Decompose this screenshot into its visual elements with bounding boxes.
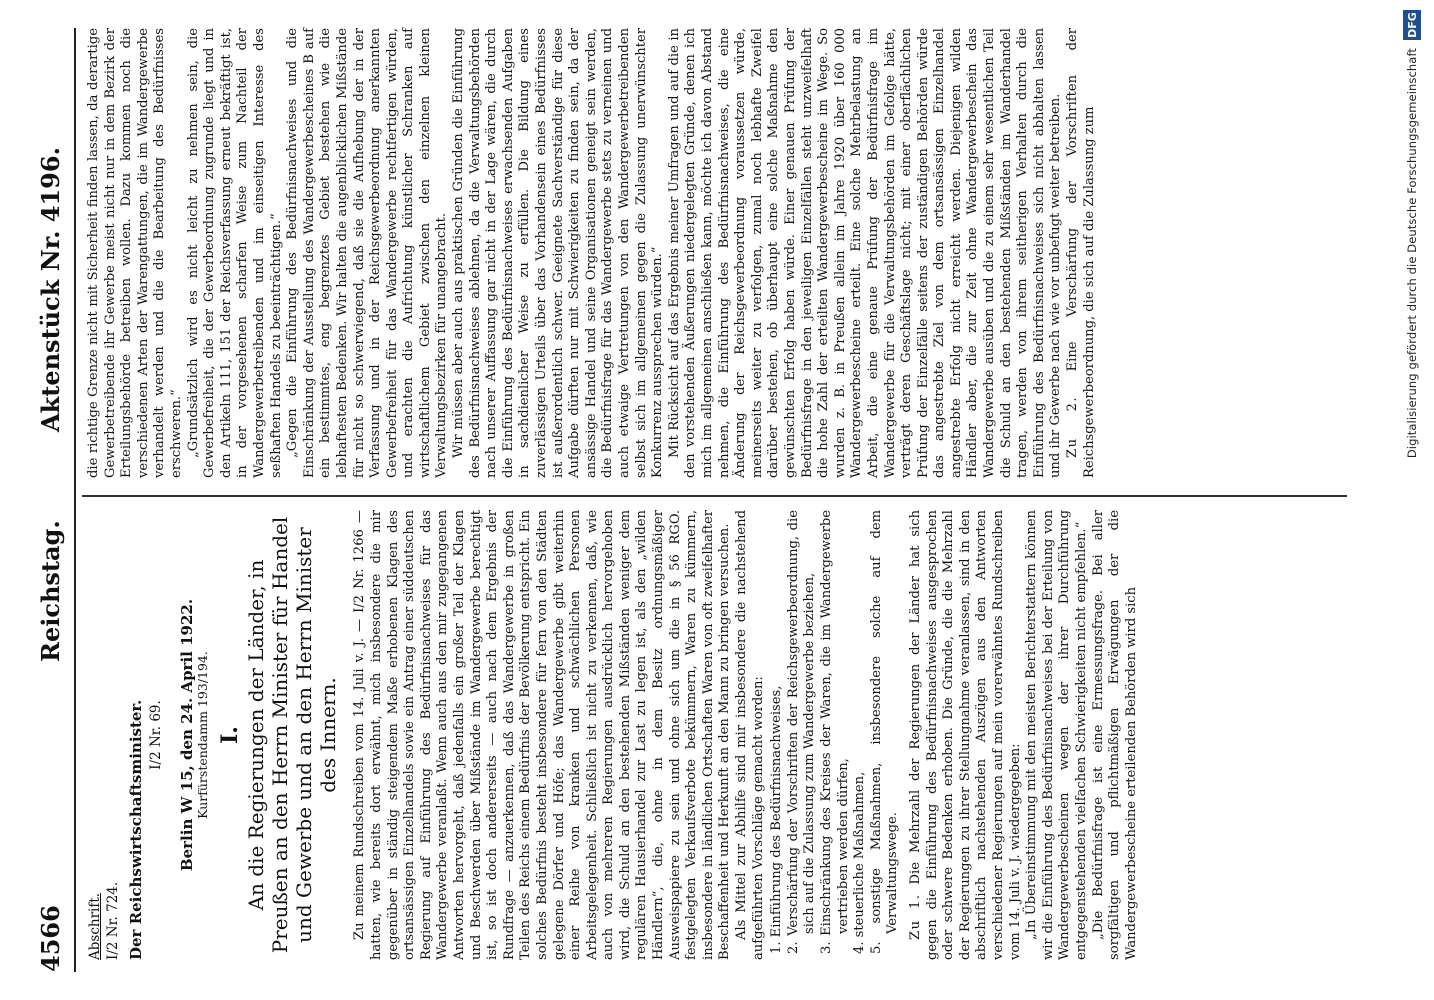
paragraph bbox=[908, 510, 1024, 960]
paragraph: „Grundsätzlich wird es nicht leicht zu nehmen sein, die Gewerbefreiheit, die der Gewerbeordnung zugrunde liegt und in den Artikeln 111, 151 der Reichsverfassung erneut bekräftigt ist, in der vorgesehenen scharfen Weise zum Nachteil der Wandergewerbetreibenden und im einseitigen Interesse des seßhaften Handels zu beeinträchtigen.“ bbox=[185, 28, 284, 478]
list-item: 4. steuerliche Maßnahmen, bbox=[852, 771, 868, 954]
credit-rotated bbox=[1390, 0, 1434, 1000]
reference-number: I/2 Nr. 724. bbox=[105, 881, 121, 960]
section-lead: Zu 2. bbox=[1065, 395, 1081, 458]
place-date: Berlin W 15, den 24. April 1922. bbox=[177, 598, 196, 872]
proposal-list bbox=[769, 510, 902, 960]
left-column bbox=[86, 510, 1140, 960]
copy-label: Abschrift. bbox=[87, 892, 103, 960]
paragraph-text: Die Mehrzahl der Regierungen der Länder hat sich gegen die Einführung des Bedürfnisnachweises ausgesprochen oder schwere Bedenken erhoben. Die Gründe, die die Mehrzahl der Regierungen zu ihrer Stellungnahme veranlassen, sind in den abschriftlich nachstehenden Auszügen aus den Antworten verschiedener Regierungen auf mein vorerwähntes Rundschreiben vom 14. Juli v. J. wiedergegeben: bbox=[907, 509, 1023, 960]
sender-title: Der Reichswirtschaftsminister. bbox=[127, 699, 145, 960]
section-number: I. bbox=[216, 726, 243, 744]
page-number: 4566 bbox=[36, 905, 65, 972]
paragraph: Mit Rücksicht auf das Ergebnis meiner Umfragen und auf die in den vorstehenden Äußerungen niedergelegten Gründe, denen ich mich im allgemeinen anschließen kann, möchte ich davon Abstand nehmen, die Einführung des Bedürfnisnachweises, die eine Änderung der Reichsgewerbeordnung voraussetzen würde, meinerseits weiter zu verfolgen, zumal noch lebhafte Zweifel darüber bestehen, ob überhaupt eine solche Maßnahme den gewünschten Erfolg haben würde. Einer genauen Prüfung der Bedürfnisfrage in den jeweiligen Einzelfällen steht unzweifelhaft die hohe Zahl der erteilten Wandergewerbescheine im Wege. So wurden z. B. in Preußen allein im Jahre 1920 über 160 000 Wandergewerbescheine erteilt. Eine solche Mehrbelastung an Arbeit, die eine genaue Prüfung der Bedürfnisfrage im Wandergewerbe für die Verwaltungsbehörden im Gefolge hätte, verträgt deren Geschäftslage nicht; mit einer oberflächlichen Prüfung der Einzelfälle seitens der zuständigen Behörden würde das angestrebte Ziel von dem ortsansässigen Einzelhandel angestrebte Erfolg nicht erreicht werden. Diejenigen wilden Händler aber, die zur Zeit ohne Wandergewerbeschein das Wandergewerbe ausüben und die zu einem sehr wesentlichen Teil die Schuld an den bestehenden Mißständen im Wanderhandel tragen, werden von ihrem seitherigen Verhalten durch die Einführung des Bedürfnisnachweises sich nicht abhalten lassen und ihr Gewerbe nach wie vor unbefugt weiter betreiben. bbox=[666, 28, 1064, 478]
paragraph: Zu meinem Rundschreiben vom 14. Juli v. J. — I/2 Nr. 1266 — hatten, wie bereits dort erwähnt, mich insbesondere die mir gegenüber in ständig steigendem Maße erhobenen Klagen des ortsansässigen Einzelhandels sowie ein Antrag einer süddeutschen Regierung auf Einführung des Bedürfnisnachweises für das Wandergewerbe veranlaßt. Wenn auch aus den mir zugegangenen Antworten hervorgeht, daß jedenfalls ein großer Teil der Klagen und Beschwerden über Mißstände im Wandergewerbe berechtigt ist, so ist doch andererseits — auch nach dem Ergebnis der Rundfrage — anzuerkennen, daß das Wandergewerbe in großen Teilen des Reichs einem Bedürfnis der Bevölkerung entspricht. Ein solches Bedürfnis besteht insbesondere für fern von den Städten gelegene Dörfer und Höfe; das Wandergewerbe gibt weiterhin einer Reihe von kranken und schwächlichen Personen Arbeitsgelegenheit. Schließlich ist nicht zu verkennen, daß, wie auch von mehreren Regierungen ausdrücklich hervorgehoben wird, die Schuld an den bestehenden Mißständen weniger dem regulären Hausierhandel zur Last zu legen ist, als den „wilden Händlern“, die, ohne in dem Besitz ordnungsmäßiger Ausweispapiere zu sein und ohne sich um die in § 56 RGO. festgelegten Verkaufsverbote bekümmern, Waren zu kümmern, insbesondere in ländlichen Ortschaften Waren von oft zweifelhafter Beschaffenheit und Herkunft an den Mann zu bringen versuchen. bbox=[352, 510, 733, 960]
paragraph: „Die Bedürfnisfrage ist eine Ermessungsfrage. Bei aller sorgfältigen und pflichtmäßigen Erwägungen der die Wandergewerbescheine erteilenden Behörden wird sich bbox=[1090, 510, 1139, 960]
digitization-credit bbox=[1390, 0, 1434, 1000]
credit-text: Digitalisierung gefördert durch die Deutsche Forschungsgemeinschaft bbox=[1405, 48, 1419, 459]
header-left-title: Reichstag. bbox=[36, 520, 65, 662]
section-lead: Zu 1. bbox=[907, 893, 923, 940]
paragraph bbox=[1065, 28, 1098, 478]
header-rule bbox=[74, 28, 76, 972]
paragraph: „Gegen die Einführung des Bedürfnisnachweises und die Einschränkung der Ausstellung des Wandergewerbescheines B auf ein bestimmtes, eng begrenztes Gebiet bestehen wie die lebhaftesten Bedenken. Wir halten die augenblicklichen Mißstände für nicht so schwerwiegend, daß sie die Aufhebung der in der Verfassung und in der Reichsgewerbeordnung anerkannten Gewerbefreiheit für das Wandergewerbe rechtfertigen würden, und erachten die Aufrichtung künstlicher Schranken auf wirtschaftlichem Gebiet zwischen den einzelnen kleinen Verwaltungsbezirken für unangebracht. bbox=[285, 28, 450, 478]
page-header bbox=[30, 28, 70, 972]
column-divider bbox=[82, 496, 1347, 498]
reference-number-2: I/2 Nr. 69. bbox=[147, 700, 164, 770]
right-column bbox=[86, 28, 1098, 478]
list-item: 2. Verschärfung der Vorschriften der Reichsgewerbeordnung, die sich auf die Zulassung zum Wandergewerbe beziehen, bbox=[785, 510, 818, 954]
paragraph: „In Übereinstimmung mit den meisten Berichterstattern können wir die Einführung des Bedürfnisnachweises bei der Erteilung von Wandergewerbescheinen wegen der ihrer Durchführung entgegenstehenden vielfachen Schwierigkeiten nicht empfehlen.“ bbox=[1024, 510, 1089, 960]
list-item: 5. sonstige Maßnahmen, insbesondere solche auf dem Verwaltungswege. bbox=[868, 510, 901, 954]
paragraph: die richtige Grenze nicht mit Sicherheit finden lassen, da derartige Gewerbetreibende ihr Gewerbe meist nicht nur in dem Bezirk der Erteilungsbehörde betreiben wollen. Dazu kommen noch die verschiedenen Arten der Warengattungen, die im Wandergewerbe verhandelt werden und die die Bearbeitung des Bedürfnisses erschweren.“ bbox=[86, 28, 184, 478]
paragraph: Wir müssen aber auch aus praktischen Gründen die Einführung des Bedürfnisnachweises ablehnen, da die Verwaltungsbehörden nach unserer Auffassung gar nicht in der Lage wären, die durch die Einführung des Bedürfnisnachweises erwachsenden Aufgaben in sachdienlicher Weise zu erfüllen. Die Bildung eines zuverlässigen Urteils über das Vorhandensein eines Bedürfnisses ist außerordentlich schwer. Geeignete Sachverständige für diese Aufgabe dürften nur mit Schwierigkeiten zu finden sein, da der ansässige Handel und seine Organisationen geneigt sein werden, die Bedürfnisfrage für das Wandergewerbe stets zu verneinen und auch etwaige Vertretungen von den Wandergewerbetreibenden selbst sich im allgemeinen gegen die Zulassung unerwünschter Konkurrenz aussprechen würden.“ bbox=[451, 28, 666, 478]
sender-address: Kurfürstendamm 193/194. bbox=[195, 651, 211, 819]
list-item: 1. Einführung des Bedürfnisnachweises, bbox=[769, 685, 785, 954]
list-item: 3. Einschränkung des Kreises der Waren, die im Wandergewerbe vertrieben werden dürfen, bbox=[819, 510, 851, 954]
dfg-logo: DFG bbox=[1403, 10, 1421, 40]
paragraph: Als Mittel zur Abhilfe sind mir insbesondere die nachstehend aufgeführten Vorschläge gemacht worden: bbox=[734, 510, 766, 960]
header-right-title: Aktenstück Nr. 4196. bbox=[36, 147, 65, 432]
addressee: An die Regierungen der Länder, in Preußen an den Herrn Minister für Handel und Gewerbe und an den Herrn Minister des Innern. bbox=[244, 516, 341, 954]
paragraph-text: Eine Verschärfung der Vorschriften der Reichsgewerbeordnung, die sich auf die Zulassung zum bbox=[1065, 28, 1097, 478]
